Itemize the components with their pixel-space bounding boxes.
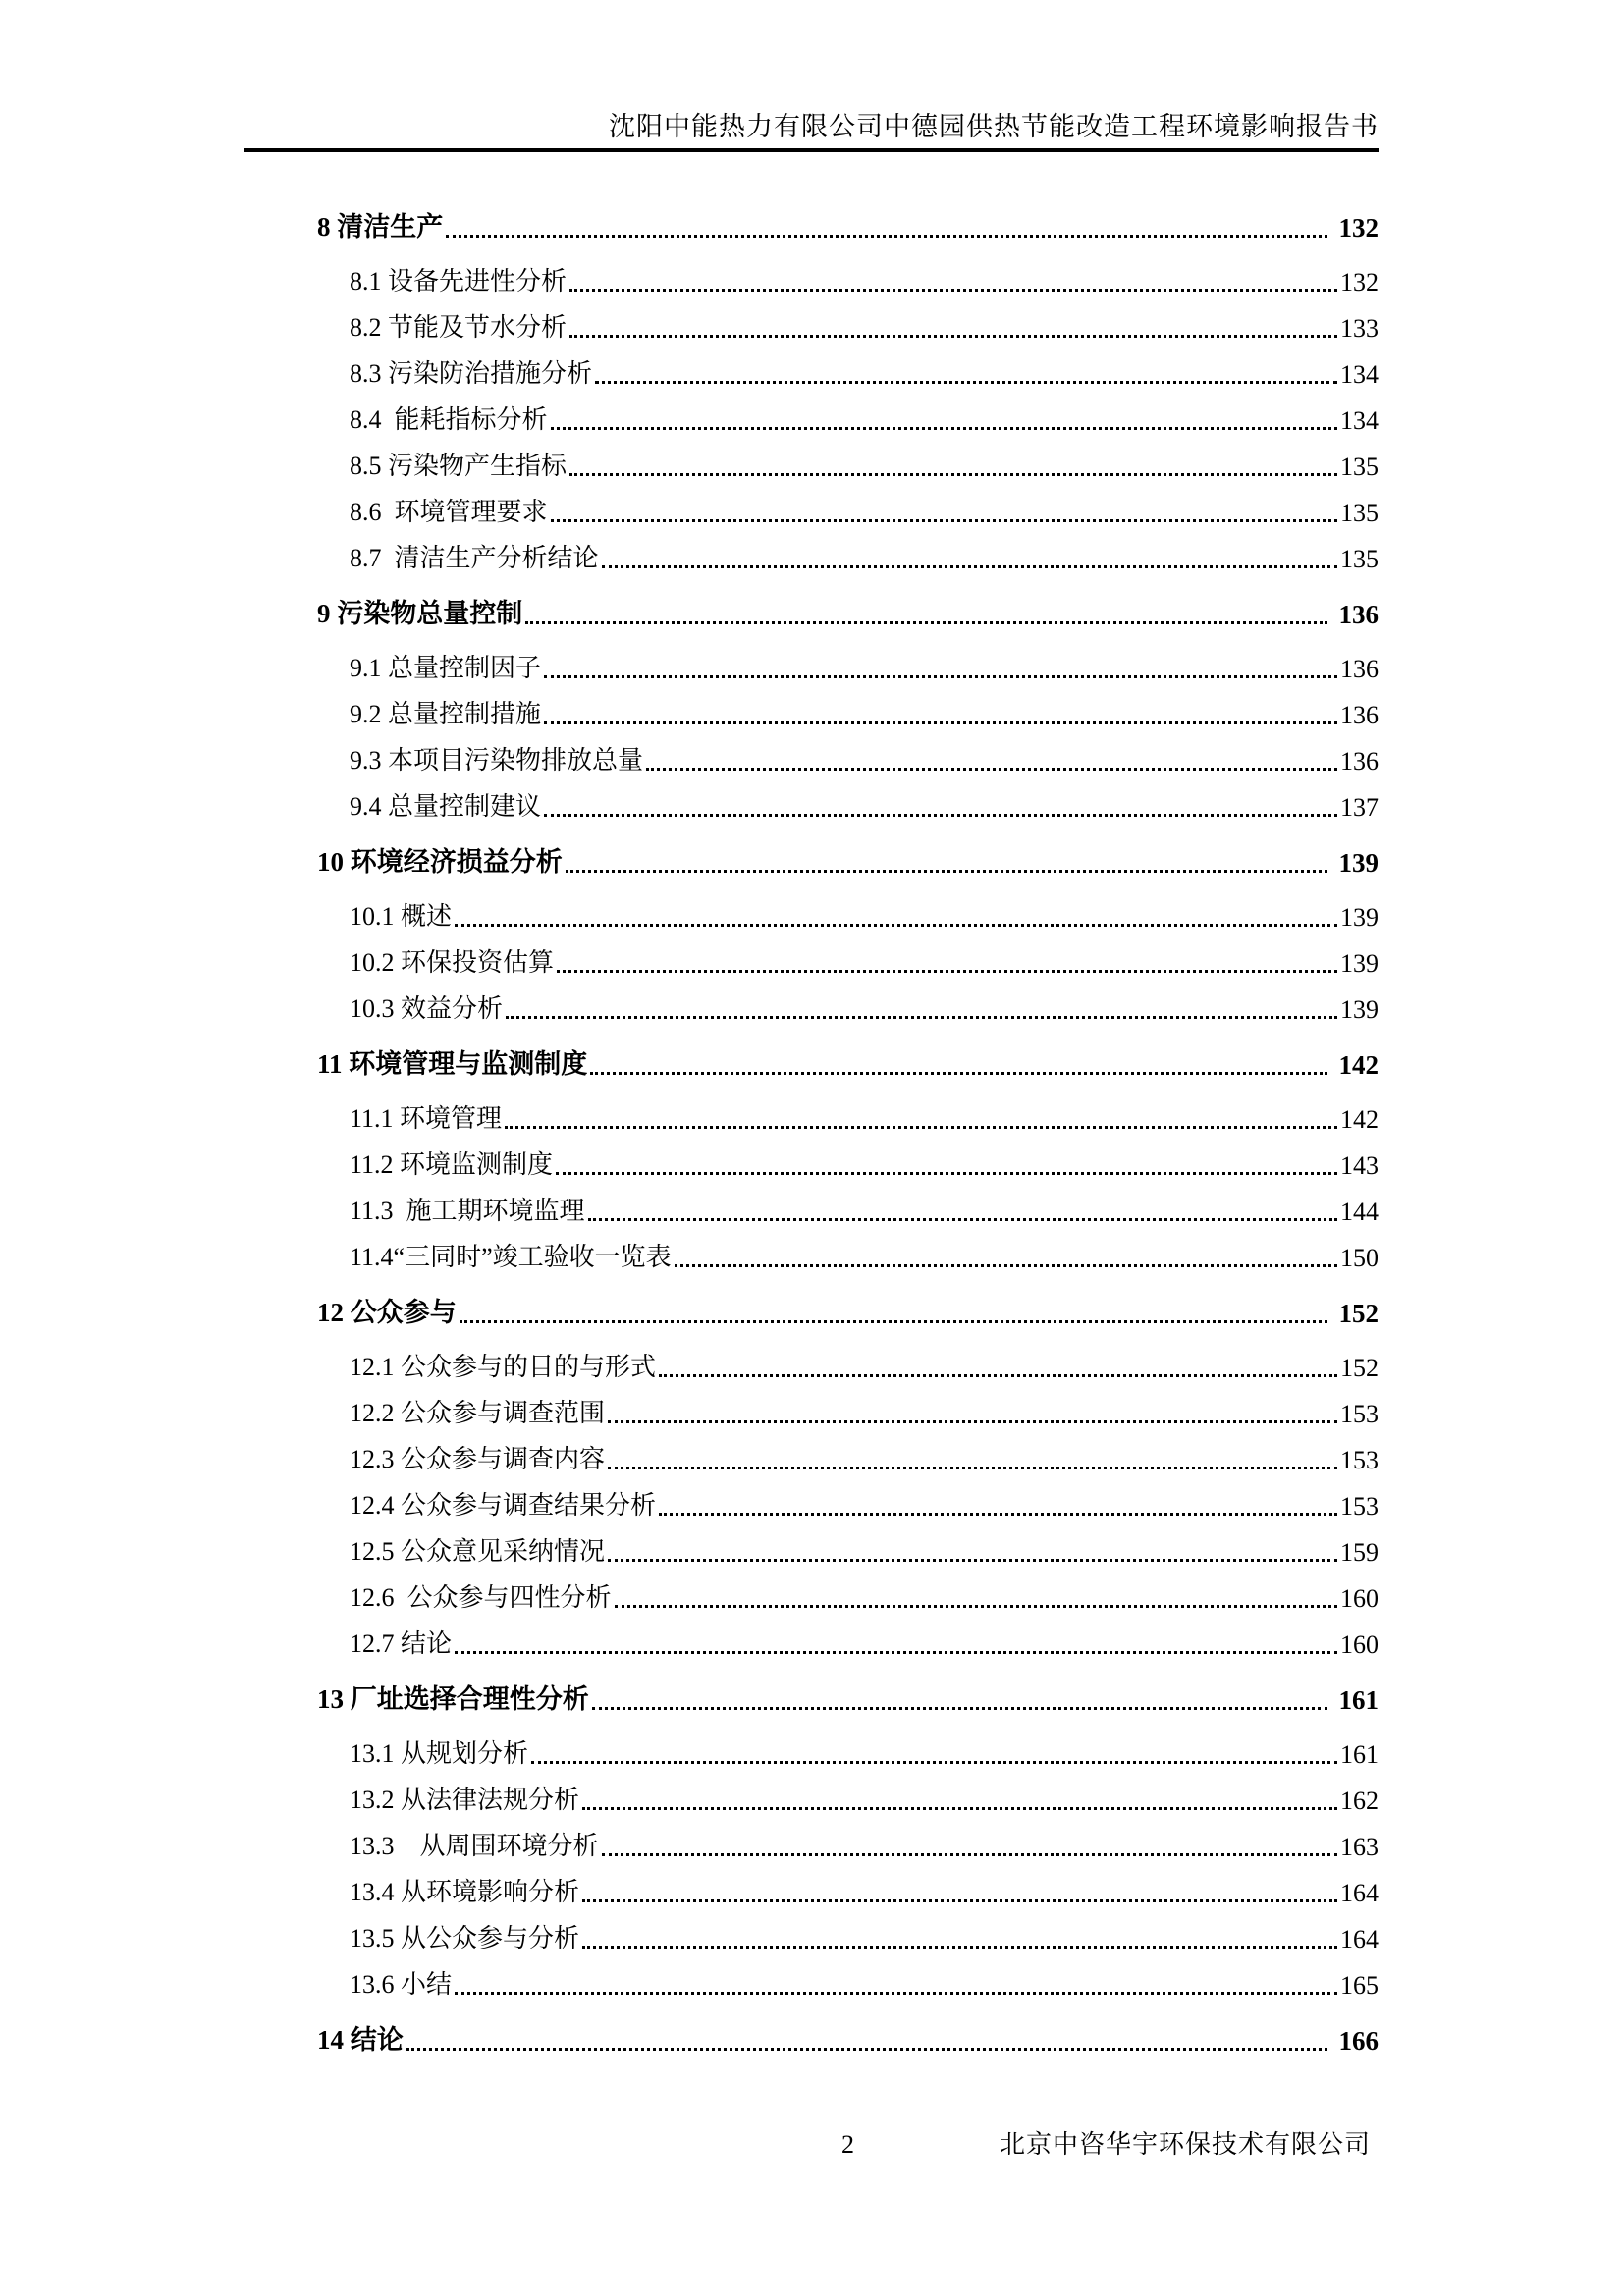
- toc-leader-dots: [557, 970, 1337, 973]
- toc-entry-page: 136: [1340, 655, 1379, 683]
- toc-leader-dots: [551, 519, 1337, 522]
- toc-leader-dots: [659, 1513, 1337, 1516]
- toc-entry-label: 12.6 公众参与四性分析: [350, 1583, 612, 1612]
- toc-entry-page: 150: [1340, 1244, 1379, 1272]
- toc-entry-label: 8.2 节能及节水分析: [350, 313, 568, 342]
- toc-entry-page: 162: [1340, 1787, 1379, 1815]
- toc-entry[interactable]: [317, 939, 1379, 986]
- toc-entry-label: 13.2 从法律法规分析: [350, 1786, 580, 1814]
- toc-entry-page: 161: [1340, 1740, 1379, 1769]
- toc-leader-dots: [602, 565, 1337, 568]
- toc-entry[interactable]: [317, 489, 1379, 535]
- toc-entry-label: 12.5 公众意见采纳情况: [350, 1537, 606, 1566]
- toc-entry-page: 153: [1340, 1446, 1379, 1474]
- toc-entry-label: 13.1 从规划分析: [350, 1739, 529, 1768]
- toc-entry[interactable]: [317, 1482, 1379, 1528]
- toc-entry-label: 9.3 本项目污染物排放总量: [350, 746, 644, 774]
- toc-leader-dots: [569, 473, 1337, 476]
- footer: [317, 2125, 1379, 2164]
- toc-entry-page: 160: [1340, 1584, 1379, 1613]
- toc-entry-page: 133: [1340, 314, 1379, 343]
- toc-leader-dots: [460, 1320, 1327, 1323]
- toc-entry-label: 13.4 从环境影响分析: [350, 1878, 580, 1906]
- toc-entry-page: 152: [1340, 1354, 1379, 1382]
- toc-entry-page: 134: [1340, 406, 1379, 435]
- toc-entry[interactable]: [317, 1869, 1379, 1915]
- toc-leader-dots: [569, 335, 1337, 338]
- toc-entry-page: 161: [1338, 1685, 1379, 1715]
- toc-leader-dots: [659, 1374, 1337, 1377]
- toc-entry-page: 142: [1338, 1050, 1379, 1080]
- toc-entry-label: 13.3 从周围环境分析: [350, 1832, 599, 1860]
- toc-entry[interactable]: [317, 1777, 1379, 1823]
- toc-leader-dots: [608, 1420, 1337, 1423]
- toc-entry-label: 11.2 环境监测制度: [350, 1150, 554, 1179]
- toc-entry[interactable]: [317, 443, 1379, 489]
- toc-entry-label: 8.3 污染防治措施分析: [350, 359, 593, 388]
- toc-entry[interactable]: [317, 1621, 1379, 1667]
- toc-entry-page: 139: [1340, 995, 1379, 1024]
- toc-entry[interactable]: [317, 1188, 1379, 1234]
- toc-entry[interactable]: [317, 1915, 1379, 1961]
- toc-leader-dots: [531, 1761, 1337, 1764]
- toc-entry-page: 164: [1340, 1879, 1379, 1907]
- toc-entry[interactable]: [317, 1677, 1379, 1723]
- toc-entry-page: 160: [1340, 1630, 1379, 1659]
- toc-entry[interactable]: [317, 1290, 1379, 1336]
- toc-leader-dots: [675, 1264, 1337, 1267]
- toc-entry[interactable]: [317, 1041, 1379, 1088]
- toc-entry-page: 136: [1340, 747, 1379, 775]
- toc-entry-label: 11 环境管理与监测制度: [317, 1049, 588, 1079]
- toc-entry[interactable]: [317, 591, 1379, 637]
- toc-entry[interactable]: [317, 1344, 1379, 1390]
- toc-entry-page: 166: [1338, 2026, 1379, 2056]
- toc-entry-label: 9.1 总量控制因子: [350, 654, 542, 682]
- toc-entry-label: 8.7 清洁生产分析结论: [350, 544, 599, 572]
- toc-entry-label: 10.1 概述: [350, 902, 453, 931]
- toc-entry-label: 8.1 设备先进性分析: [350, 267, 568, 295]
- toc-entry-label: 10 环境经济损益分析: [317, 847, 563, 877]
- toc-leader-dots: [582, 1946, 1337, 1949]
- toc-entry[interactable]: [317, 304, 1379, 350]
- toc-entry-page: 136: [1338, 600, 1379, 629]
- footer-company: 北京中咨华宇环保技术有限公司: [999, 2130, 1371, 2159]
- toc-entry[interactable]: [317, 986, 1379, 1032]
- toc-entry-label: 10.2 环保投资估算: [350, 948, 555, 977]
- toc-entry-label: 11.1 环境管理: [350, 1104, 503, 1133]
- toc-entry-label: 9.4 总量控制建议: [350, 792, 542, 821]
- toc-entry-page: 139: [1338, 848, 1379, 878]
- toc-entry-page: 143: [1340, 1151, 1379, 1180]
- toc-leader-dots: [505, 1126, 1337, 1129]
- toc-leader-dots: [569, 289, 1337, 292]
- toc-entry[interactable]: [317, 1961, 1379, 2007]
- toc-leader-dots: [608, 1467, 1337, 1469]
- toc-entry-label: 8.6 环境管理要求: [350, 498, 548, 526]
- toc-entry[interactable]: [317, 1436, 1379, 1482]
- toc-leader-dots: [455, 1651, 1337, 1654]
- toc-leader-dots: [551, 427, 1337, 430]
- toc-entry[interactable]: [317, 645, 1379, 691]
- toc-leader-dots: [602, 1853, 1337, 1856]
- toc-leader-dots: [455, 924, 1337, 927]
- toc-entry-page: 159: [1340, 1538, 1379, 1567]
- toc-leader-dots: [406, 2048, 1327, 2051]
- toc-entry-label: 8 清洁生产: [317, 212, 444, 241]
- toc-leader-dots: [446, 235, 1326, 238]
- toc-entry-page: 134: [1340, 360, 1379, 389]
- toc-entry[interactable]: [317, 1095, 1379, 1142]
- toc-leader-dots: [544, 675, 1337, 678]
- toc-leader-dots: [646, 768, 1337, 771]
- toc-entry[interactable]: [317, 737, 1379, 783]
- toc-entry-page: 132: [1338, 213, 1379, 242]
- toc-entry[interactable]: [317, 1575, 1379, 1621]
- toc-entry-page: 142: [1340, 1105, 1379, 1134]
- toc-entry[interactable]: [317, 839, 1379, 885]
- toc-leader-dots: [544, 721, 1337, 724]
- toc-leader-dots: [544, 814, 1337, 817]
- toc-entry-label: 10.3 效益分析: [350, 994, 504, 1023]
- toc-entry-page: 152: [1338, 1299, 1379, 1328]
- toc-entry[interactable]: [317, 204, 1379, 250]
- toc: [317, 194, 1379, 2071]
- toc-leader-dots: [582, 1899, 1337, 1902]
- toc-entry-page: 164: [1340, 1925, 1379, 1953]
- toc-entry[interactable]: [317, 350, 1379, 397]
- toc-entry-page: 153: [1340, 1400, 1379, 1428]
- toc-entry[interactable]: [317, 893, 1379, 939]
- toc-entry-page: 135: [1340, 545, 1379, 573]
- toc-leader-dots: [592, 1707, 1327, 1710]
- toc-entry-label: 12.3 公众参与调查内容: [350, 1445, 606, 1473]
- toc-entry-page: 132: [1340, 268, 1379, 296]
- toc-leader-dots: [590, 1072, 1326, 1075]
- toc-entry-page: 137: [1340, 793, 1379, 822]
- toc-entry-page: 135: [1340, 499, 1379, 527]
- toc-entry[interactable]: [317, 691, 1379, 737]
- toc-leader-dots: [582, 1807, 1337, 1810]
- toc-entry-label: 12.2 公众参与调查范围: [350, 1399, 606, 1427]
- toc-entry[interactable]: [317, 1390, 1379, 1436]
- toc-entry[interactable]: [317, 1234, 1379, 1280]
- toc-entry-label: 13 厂址选择合理性分析: [317, 1684, 589, 1714]
- toc-entry-label: 13.5 从公众参与分析: [350, 1924, 580, 1952]
- toc-entry-label: 12.1 公众参与的目的与形式: [350, 1353, 657, 1381]
- toc-leader-dots: [506, 1016, 1337, 1019]
- toc-entry[interactable]: [317, 1731, 1379, 1777]
- toc-entry-label: 11.4“三同时”竣工验收一览表: [350, 1243, 672, 1271]
- toc-entry-label: 12.7 结论: [350, 1629, 453, 1658]
- toc-entry-label: 8.5 污染物产生指标: [350, 452, 568, 480]
- toc-leader-dots: [455, 1992, 1337, 1995]
- toc-entry-page: 139: [1340, 903, 1379, 932]
- toc-entry-page: 136: [1340, 701, 1379, 729]
- toc-entry[interactable]: [317, 783, 1379, 829]
- toc-entry-label: 13.6 小结: [350, 1970, 453, 1999]
- toc-entry-label: 14 结论: [317, 2025, 404, 2055]
- toc-leader-dots: [588, 1218, 1337, 1221]
- toc-entry-label: 11.3 施工期环境监理: [350, 1197, 585, 1225]
- toc-leader-dots: [566, 870, 1327, 873]
- toc-leader-dots: [595, 381, 1337, 384]
- toc-entry[interactable]: [317, 1142, 1379, 1188]
- toc-entry[interactable]: [317, 1528, 1379, 1575]
- toc-leader-dots: [615, 1605, 1337, 1608]
- toc-entry[interactable]: [317, 397, 1379, 443]
- toc-leader-dots: [525, 621, 1326, 624]
- toc-entry-label: 9 污染物总量控制: [317, 599, 523, 628]
- toc-entry[interactable]: [317, 535, 1379, 581]
- toc-entry-page: 163: [1340, 1833, 1379, 1861]
- toc-entry-page: 144: [1340, 1198, 1379, 1226]
- toc-entry-page: 135: [1340, 453, 1379, 481]
- toc-entry[interactable]: [317, 258, 1379, 304]
- toc-entry-label: 12 公众参与: [317, 1298, 457, 1327]
- toc-entry[interactable]: [317, 2017, 1379, 2063]
- toc-entry-page: 139: [1340, 949, 1379, 978]
- toc-entry-label: 12.4 公众参与调查结果分析: [350, 1491, 657, 1520]
- toc-entry[interactable]: [317, 1823, 1379, 1869]
- toc-entry-page: 165: [1340, 1971, 1379, 2000]
- toc-leader-dots: [556, 1172, 1337, 1175]
- footer-page-number: 2: [841, 2130, 854, 2159]
- toc-entry-label: 8.4 能耗指标分析: [350, 405, 548, 434]
- toc-entry-label: 9.2 总量控制措施: [350, 700, 542, 728]
- header-title: 沈阳中能热力有限公司中德园供热节能改造工程环境影响报告书: [244, 110, 1379, 152]
- toc-leader-dots: [608, 1559, 1337, 1562]
- toc-entry-page: 153: [1340, 1492, 1379, 1521]
